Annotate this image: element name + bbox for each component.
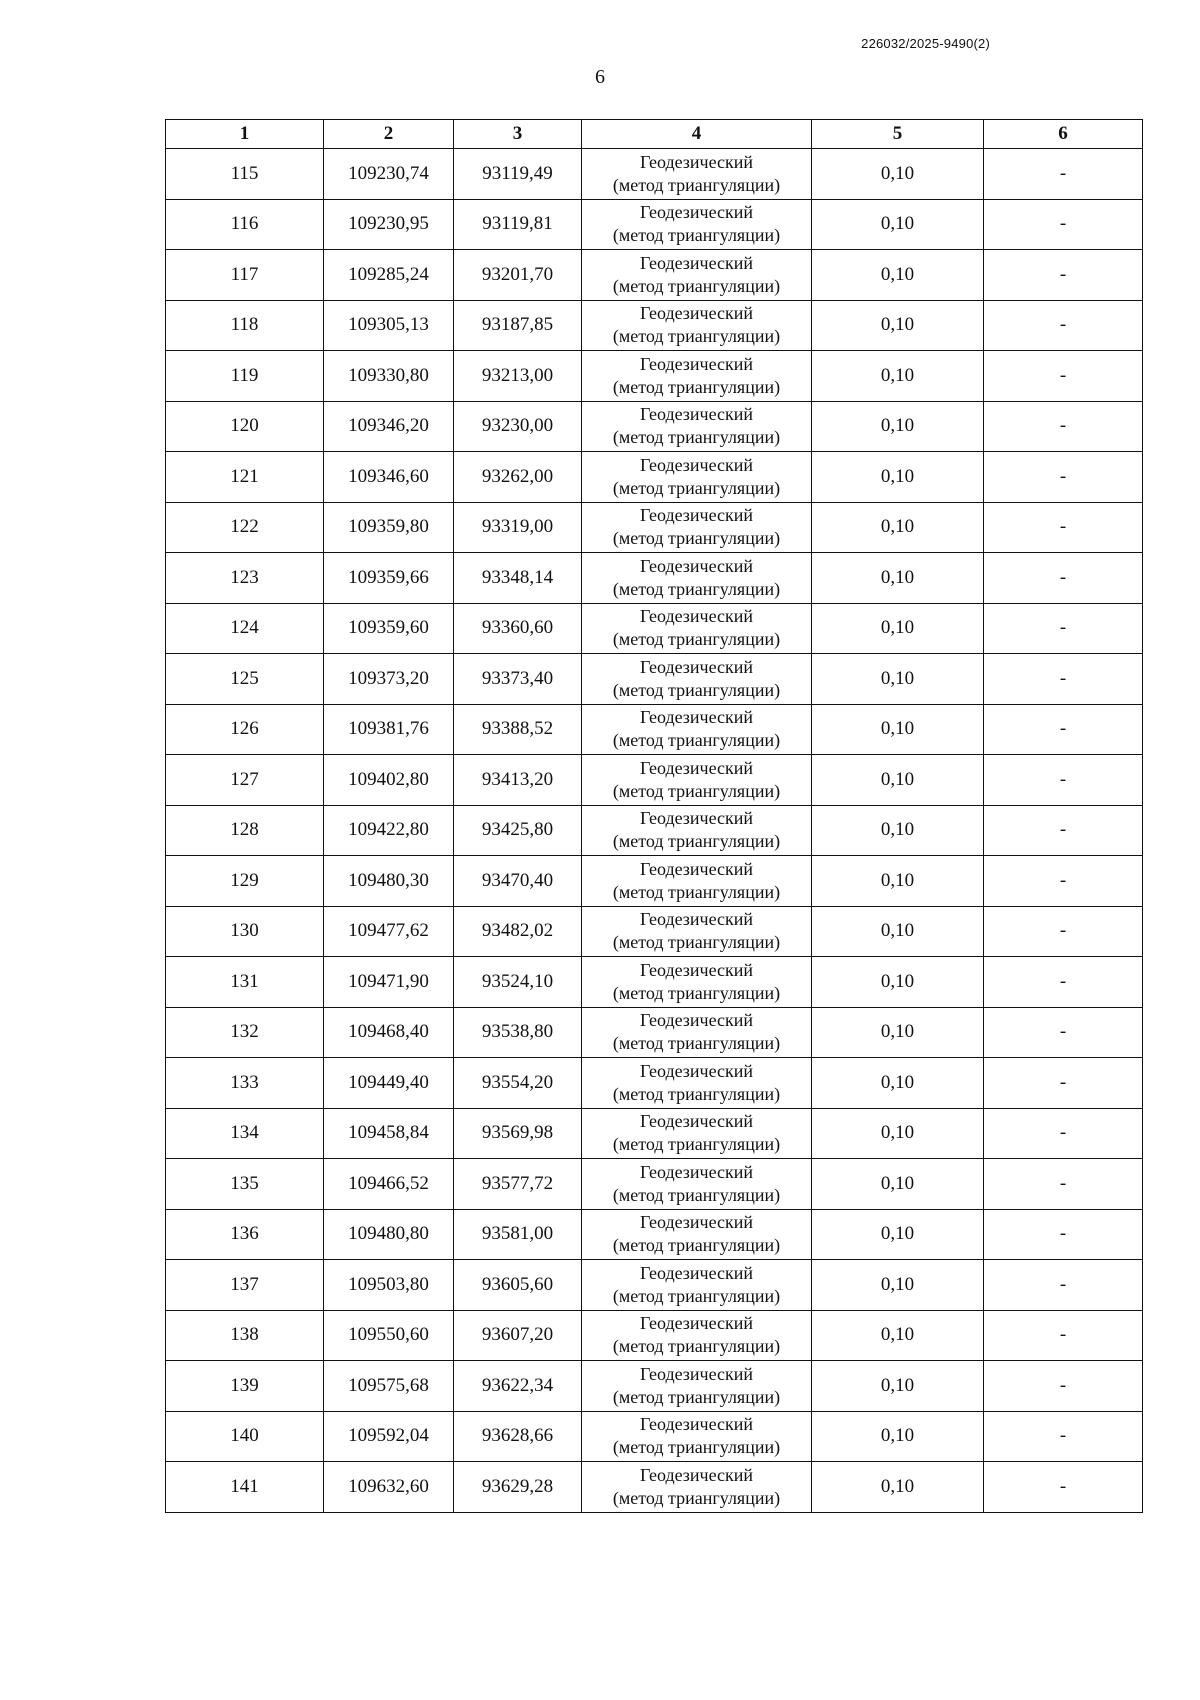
y-coordinate-cell: 93538,80 (454, 1007, 582, 1058)
accuracy-cell: 0,10 (812, 856, 984, 907)
column-header: 2 (324, 120, 454, 149)
accuracy-cell: 0,10 (812, 1159, 984, 1210)
x-coordinate-cell: 109480,80 (324, 1209, 454, 1260)
method-detail: (метод триангуляции) (612, 1184, 781, 1205)
x-coordinate-cell: 109381,76 (324, 704, 454, 755)
accuracy-cell: 0,10 (812, 401, 984, 452)
table-row (166, 1310, 1143, 1361)
page-number: 6 (595, 66, 605, 88)
table-body (166, 149, 1143, 1513)
x-coordinate-cell: 109373,20 (324, 654, 454, 705)
y-coordinate-cell: 93201,70 (454, 250, 582, 301)
method-detail: (метод триангуляции) (612, 679, 781, 700)
note-cell: - (984, 1462, 1143, 1513)
point-number-cell: 135 (166, 1159, 324, 1210)
table-row (166, 654, 1143, 705)
method-detail: (метод триангуляции) (612, 1437, 781, 1458)
table-row (166, 250, 1143, 301)
document-id: 226032/2025-9490(2) (861, 36, 990, 51)
point-number-cell: 118 (166, 300, 324, 351)
accuracy-cell: 0,10 (812, 502, 984, 553)
note-cell: - (984, 957, 1143, 1008)
point-number-cell: 122 (166, 502, 324, 553)
table-row (166, 957, 1143, 1008)
method-name: Геодезический (639, 555, 754, 576)
x-coordinate-cell: 109359,60 (324, 603, 454, 654)
x-coordinate-cell: 109305,13 (324, 300, 454, 351)
method-detail: (метод триангуляции) (612, 427, 781, 448)
accuracy-cell: 0,10 (812, 805, 984, 856)
method-detail: (метод триангуляции) (612, 275, 781, 296)
y-coordinate-cell: 93230,00 (454, 401, 582, 452)
table-row (166, 1058, 1143, 1109)
method-cell (582, 1058, 812, 1109)
x-coordinate-cell: 109458,84 (324, 1108, 454, 1159)
method-detail: (метод триангуляции) (612, 477, 781, 498)
accuracy-cell: 0,10 (812, 1058, 984, 1109)
accuracy-cell: 0,10 (812, 300, 984, 351)
note-cell: - (984, 906, 1143, 957)
x-coordinate-cell: 109471,90 (324, 957, 454, 1008)
y-coordinate-cell: 93470,40 (454, 856, 582, 907)
accuracy-cell: 0,10 (812, 149, 984, 200)
method-name: Геодезический (639, 1010, 754, 1031)
method-cell (582, 250, 812, 301)
method-cell (582, 401, 812, 452)
method-cell (582, 654, 812, 705)
method-cell (582, 1159, 812, 1210)
table-row (166, 1209, 1143, 1260)
method-cell (582, 502, 812, 553)
y-coordinate-cell: 93187,85 (454, 300, 582, 351)
method-detail: (метод триангуляции) (612, 1033, 781, 1054)
point-number-cell: 132 (166, 1007, 324, 1058)
method-detail: (метод триангуляции) (612, 225, 781, 246)
table-row (166, 805, 1143, 856)
method-name: Геодезический (639, 1464, 754, 1485)
accuracy-cell: 0,10 (812, 1260, 984, 1311)
accuracy-cell: 0,10 (812, 1462, 984, 1513)
note-cell: - (984, 300, 1143, 351)
table-row (166, 1462, 1143, 1513)
note-cell: - (984, 856, 1143, 907)
method-cell (582, 704, 812, 755)
method-name: Геодезический (639, 404, 754, 425)
note-cell: - (984, 1159, 1143, 1210)
note-cell: - (984, 553, 1143, 604)
method-name: Геодезический (639, 808, 754, 829)
accuracy-cell: 0,10 (812, 1411, 984, 1462)
y-coordinate-cell: 93629,28 (454, 1462, 582, 1513)
table-row (166, 1411, 1143, 1462)
method-cell (582, 856, 812, 907)
y-coordinate-cell: 93319,00 (454, 502, 582, 553)
table-row (166, 1007, 1143, 1058)
point-number-cell: 138 (166, 1310, 324, 1361)
method-name: Геодезический (639, 1363, 754, 1384)
method-detail: (метод триангуляции) (612, 831, 781, 852)
note-cell: - (984, 603, 1143, 654)
point-number-cell: 130 (166, 906, 324, 957)
note-cell: - (984, 1007, 1143, 1058)
method-cell (582, 1209, 812, 1260)
point-number-cell: 116 (166, 199, 324, 250)
point-number-cell: 134 (166, 1108, 324, 1159)
table-row (166, 553, 1143, 604)
point-number-cell: 120 (166, 401, 324, 452)
method-name: Геодезический (639, 707, 754, 728)
method-name: Геодезический (639, 1262, 754, 1283)
method-name: Геодезический (639, 1313, 754, 1334)
y-coordinate-cell: 93388,52 (454, 704, 582, 755)
x-coordinate-cell: 109480,30 (324, 856, 454, 907)
note-cell: - (984, 704, 1143, 755)
accuracy-cell: 0,10 (812, 1209, 984, 1260)
x-coordinate-cell: 109632,60 (324, 1462, 454, 1513)
table-row (166, 199, 1143, 250)
method-detail: (метод триангуляции) (612, 932, 781, 953)
table-row (166, 1159, 1143, 1210)
method-cell (582, 452, 812, 503)
accuracy-cell: 0,10 (812, 553, 984, 604)
point-number-cell: 129 (166, 856, 324, 907)
y-coordinate-cell: 93262,00 (454, 452, 582, 503)
method-detail: (метод триангуляции) (612, 1386, 781, 1407)
method-detail: (метод триангуляции) (612, 1487, 781, 1508)
column-header: 5 (812, 120, 984, 149)
point-number-cell: 119 (166, 351, 324, 402)
table-row (166, 704, 1143, 755)
method-name: Геодезический (639, 353, 754, 374)
note-cell: - (984, 250, 1143, 301)
method-name: Геодезический (639, 909, 754, 930)
x-coordinate-cell: 109359,80 (324, 502, 454, 553)
column-header: 4 (582, 120, 812, 149)
method-name: Геодезический (639, 1060, 754, 1081)
y-coordinate-cell: 93569,98 (454, 1108, 582, 1159)
method-cell (582, 906, 812, 957)
point-number-cell: 137 (166, 1260, 324, 1311)
y-coordinate-cell: 93413,20 (454, 755, 582, 806)
note-cell: - (984, 1310, 1143, 1361)
table-row (166, 401, 1143, 452)
point-number-cell: 141 (166, 1462, 324, 1513)
method-detail: (метод триангуляции) (612, 578, 781, 599)
method-cell (582, 1462, 812, 1513)
method-cell (582, 755, 812, 806)
method-cell (582, 957, 812, 1008)
method-name: Геодезический (639, 454, 754, 475)
point-number-cell: 133 (166, 1058, 324, 1109)
method-detail: (метод триангуляции) (612, 1285, 781, 1306)
table-row (166, 1108, 1143, 1159)
accuracy-cell: 0,10 (812, 755, 984, 806)
x-coordinate-cell: 109503,80 (324, 1260, 454, 1311)
point-number-cell: 126 (166, 704, 324, 755)
accuracy-cell: 0,10 (812, 906, 984, 957)
x-coordinate-cell: 109346,20 (324, 401, 454, 452)
accuracy-cell: 0,10 (812, 603, 984, 654)
method-detail: (метод триангуляции) (612, 1134, 781, 1155)
x-coordinate-cell: 109468,40 (324, 1007, 454, 1058)
table-row (166, 452, 1143, 503)
point-number-cell: 125 (166, 654, 324, 705)
method-detail: (метод триангуляции) (612, 730, 781, 751)
point-number-cell: 136 (166, 1209, 324, 1260)
method-cell (582, 603, 812, 654)
y-coordinate-cell: 93348,14 (454, 553, 582, 604)
column-header: 1 (166, 120, 324, 149)
accuracy-cell: 0,10 (812, 1361, 984, 1412)
method-name: Геодезический (639, 606, 754, 627)
accuracy-cell: 0,10 (812, 704, 984, 755)
method-cell (582, 351, 812, 402)
method-detail: (метод триангуляции) (612, 528, 781, 549)
method-name: Геодезический (639, 858, 754, 879)
y-coordinate-cell: 93119,81 (454, 199, 582, 250)
method-detail: (метод триангуляции) (612, 376, 781, 397)
y-coordinate-cell: 93577,72 (454, 1159, 582, 1210)
table-row (166, 351, 1143, 402)
x-coordinate-cell: 109230,95 (324, 199, 454, 250)
method-cell (582, 805, 812, 856)
method-cell (582, 1108, 812, 1159)
x-coordinate-cell: 109466,52 (324, 1159, 454, 1210)
table-row (166, 502, 1143, 553)
point-number-cell: 140 (166, 1411, 324, 1462)
method-name: Геодезический (639, 656, 754, 677)
y-coordinate-cell: 93628,66 (454, 1411, 582, 1462)
y-coordinate-cell: 93425,80 (454, 805, 582, 856)
y-coordinate-cell: 93581,00 (454, 1209, 582, 1260)
y-coordinate-cell: 93119,49 (454, 149, 582, 200)
method-name: Геодезический (639, 959, 754, 980)
point-number-cell: 123 (166, 553, 324, 604)
method-cell (582, 1310, 812, 1361)
method-cell (582, 1260, 812, 1311)
note-cell: - (984, 401, 1143, 452)
table-row (166, 1260, 1143, 1311)
y-coordinate-cell: 93605,60 (454, 1260, 582, 1311)
accuracy-cell: 0,10 (812, 1108, 984, 1159)
method-cell (582, 149, 812, 200)
note-cell: - (984, 452, 1143, 503)
table-row (166, 300, 1143, 351)
method-name: Геодезический (639, 757, 754, 778)
x-coordinate-cell: 109550,60 (324, 1310, 454, 1361)
note-cell: - (984, 1260, 1143, 1311)
method-name: Геодезический (639, 202, 754, 223)
table-row (166, 603, 1143, 654)
method-name: Геодезический (639, 252, 754, 273)
note-cell: - (984, 502, 1143, 553)
accuracy-cell: 0,10 (812, 1007, 984, 1058)
point-number-cell: 131 (166, 957, 324, 1008)
accuracy-cell: 0,10 (812, 1310, 984, 1361)
method-cell (582, 1007, 812, 1058)
method-name: Геодезический (639, 1212, 754, 1233)
method-cell (582, 199, 812, 250)
point-number-cell: 127 (166, 755, 324, 806)
x-coordinate-cell: 109330,80 (324, 351, 454, 402)
accuracy-cell: 0,10 (812, 957, 984, 1008)
method-name: Геодезический (639, 151, 754, 172)
method-detail: (метод триангуляции) (612, 174, 781, 195)
note-cell: - (984, 1209, 1143, 1260)
point-number-cell: 128 (166, 805, 324, 856)
table-header-row (166, 120, 1143, 149)
accuracy-cell: 0,10 (812, 351, 984, 402)
y-coordinate-cell: 93607,20 (454, 1310, 582, 1361)
method-name: Геодезический (639, 1414, 754, 1435)
point-number-cell: 117 (166, 250, 324, 301)
table-row (166, 149, 1143, 200)
method-detail: (метод триангуляции) (612, 780, 781, 801)
y-coordinate-cell: 93622,34 (454, 1361, 582, 1412)
method-detail: (метод триангуляции) (612, 982, 781, 1003)
x-coordinate-cell: 109359,66 (324, 553, 454, 604)
method-detail: (метод триангуляции) (612, 629, 781, 650)
method-detail: (метод триангуляции) (612, 1083, 781, 1104)
x-coordinate-cell: 109346,60 (324, 452, 454, 503)
note-cell: - (984, 199, 1143, 250)
method-detail: (метод триангуляции) (612, 881, 781, 902)
method-name: Геодезический (639, 1161, 754, 1182)
method-name: Геодезический (639, 505, 754, 526)
method-detail: (метод триангуляции) (612, 1336, 781, 1357)
y-coordinate-cell: 93554,20 (454, 1058, 582, 1109)
y-coordinate-cell: 93213,00 (454, 351, 582, 402)
method-cell (582, 553, 812, 604)
method-detail: (метод триангуляции) (612, 1235, 781, 1256)
table-row (166, 856, 1143, 907)
accuracy-cell: 0,10 (812, 250, 984, 301)
note-cell: - (984, 1058, 1143, 1109)
accuracy-cell: 0,10 (812, 654, 984, 705)
note-cell: - (984, 805, 1143, 856)
method-cell (582, 300, 812, 351)
x-coordinate-cell: 109402,80 (324, 755, 454, 806)
method-cell (582, 1411, 812, 1462)
x-coordinate-cell: 109477,62 (324, 906, 454, 957)
column-header: 6 (984, 120, 1143, 149)
x-coordinate-cell: 109285,24 (324, 250, 454, 301)
table-row (166, 1361, 1143, 1412)
method-name: Геодезический (639, 303, 754, 324)
y-coordinate-cell: 93373,40 (454, 654, 582, 705)
x-coordinate-cell: 109422,80 (324, 805, 454, 856)
note-cell: - (984, 1108, 1143, 1159)
x-coordinate-cell: 109592,04 (324, 1411, 454, 1462)
coordinates-table (165, 119, 1143, 1513)
note-cell: - (984, 351, 1143, 402)
y-coordinate-cell: 93482,02 (454, 906, 582, 957)
method-detail: (метод триангуляции) (612, 326, 781, 347)
column-header: 3 (454, 120, 582, 149)
point-number-cell: 124 (166, 603, 324, 654)
point-number-cell: 121 (166, 452, 324, 503)
method-name: Геодезический (639, 1111, 754, 1132)
x-coordinate-cell: 109575,68 (324, 1361, 454, 1412)
note-cell: - (984, 149, 1143, 200)
note-cell: - (984, 1361, 1143, 1412)
point-number-cell: 115 (166, 149, 324, 200)
y-coordinate-cell: 93524,10 (454, 957, 582, 1008)
x-coordinate-cell: 109449,40 (324, 1058, 454, 1109)
y-coordinate-cell: 93360,60 (454, 603, 582, 654)
note-cell: - (984, 755, 1143, 806)
method-cell (582, 1361, 812, 1412)
note-cell: - (984, 1411, 1143, 1462)
table-row (166, 755, 1143, 806)
x-coordinate-cell: 109230,74 (324, 149, 454, 200)
point-number-cell: 139 (166, 1361, 324, 1412)
accuracy-cell: 0,10 (812, 452, 984, 503)
note-cell: - (984, 654, 1143, 705)
table-row (166, 906, 1143, 957)
accuracy-cell: 0,10 (812, 199, 984, 250)
